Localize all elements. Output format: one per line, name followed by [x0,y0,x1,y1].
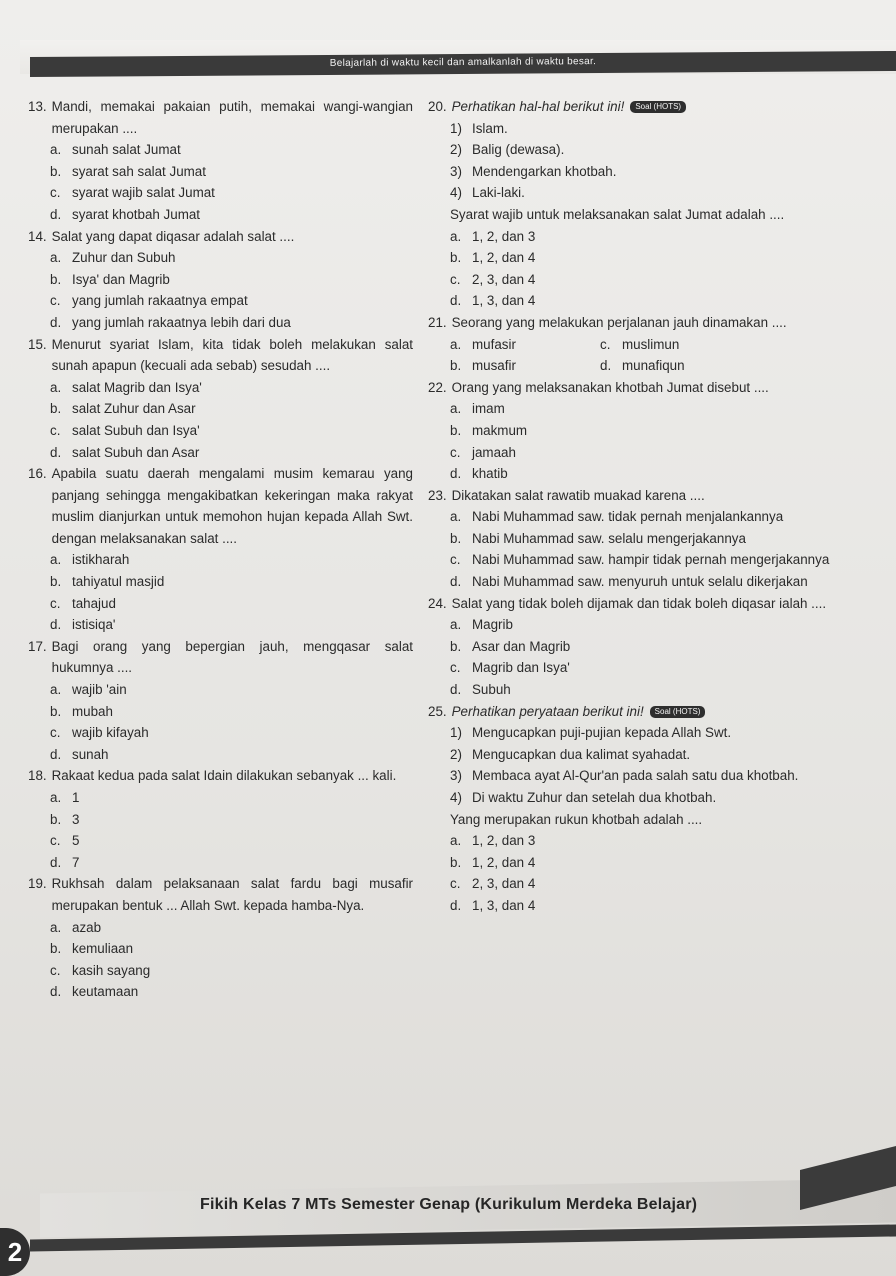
answer-option [28,852,413,874]
statement-item: 1) Islam. [450,120,508,136]
answer-option [28,420,413,442]
question-20 [428,96,838,312]
option-text: Zuhur dan Subuh [72,250,176,266]
answer-option [28,960,413,982]
left-column [28,96,413,1003]
question-stem: Yang merupakan rukun khotbah adalah .... [450,811,703,827]
option-text: istisiqa' [72,617,116,633]
answer-option: b. musafir [450,358,516,374]
answer-option: b. Nabi Muhammad saw. selalu mengerjakannya [450,530,746,546]
answer-option [28,204,413,226]
option-text: sunah salat Jumat [72,142,181,158]
option-letter: d. [50,746,62,762]
option-letter: c. [50,725,61,741]
option-text: kemuliaan [72,941,134,957]
option-text: syarat sah salat Jumat [72,163,206,179]
option-text: sunah [72,746,109,762]
answer-option [28,139,413,161]
answer-option: c. Magrib dan Isya' [450,660,570,676]
option-letter: b. [50,703,62,719]
option-text: 1 [72,790,80,805]
option-letter: c. [50,293,61,309]
option-letter: a. [50,790,62,805]
statement-item: 3) Mendengarkan khotbah. [450,163,617,179]
question-text: Dikatakan salat rawatib muakad karena .... [451,487,705,503]
question-number: 13. [28,99,47,114]
option-text: 5 [72,833,80,849]
question-text: Menurut syariat Islam, kita tidak boleh melakukan salat sunah apapun (kecuali ada sebab) sesudah .... [51,336,413,374]
option-text: kasih sayang [72,962,151,978]
option-letter: b. [50,811,62,827]
option-text: 7 [72,854,80,870]
right-column [428,96,838,917]
option-text: tahiyatul masjid [72,574,165,590]
question-18 [28,765,413,873]
option-letter: d. [50,984,62,1000]
question-number: 24. [428,595,447,611]
option-text: Isya' dan Magrib [72,271,170,287]
answer-option: a. 1, 2, dan 3 [450,228,536,244]
answer-option: d. Nabi Muhammad saw. menyuruh untuk selalu dikerjakan [450,574,808,590]
question-13 [28,96,413,226]
answer-option: d. khatib [450,466,508,482]
question-15 [28,334,413,464]
question-text: Bagi orang yang bepergian jauh, mengqasar salat hukumnya .... [51,638,413,676]
answer-option: a. mufasir [450,336,516,352]
option-letter: a. [50,142,62,158]
question-number: 23. [428,487,447,503]
option-text: salat Zuhur dan Asar [72,401,196,417]
statement-item: 4) Di waktu Zuhur dan setelah dua khotbah. [450,790,717,805]
question-14 [28,226,413,334]
answer-option: c. muslimun [600,336,680,352]
question-number: 22. [428,379,447,395]
option-text: salat Subuh dan Asar [72,444,200,460]
question-number: 15. [28,336,47,352]
question-stem: Syarat wajib untuk melaksanakan salat Jumat adalah .... [450,206,785,222]
option-letter: d. [50,314,62,330]
answer-option: b. Asar dan Magrib [450,638,571,654]
option-letter: b. [50,163,62,179]
option-text: syarat khotbah Jumat [72,206,201,222]
statement-item: 2) Mengucapkan dua kalimat syahadat. [450,746,691,762]
question-text: Perhatikan peryataan berikut ini! Soal (HOTS) [452,701,838,723]
question-number: 16. [28,466,47,482]
option-letter: a. [50,682,62,698]
answer-option: d. 1, 3, dan 4 [450,897,536,913]
option-letter: a. [50,250,62,266]
answer-option: c. 2, 3, dan 4 [450,876,536,892]
hots-badge: Soal (HOTS) [630,101,686,113]
answer-option: c. Nabi Muhammad saw. hampir tidak pernah mengerjakannya [450,552,830,568]
question-text: Perhatikan hal-hal berikut ini! Soal (HOTS) [452,96,838,118]
option-letter: a. [50,552,62,568]
question-number: 19. [28,876,47,892]
option-letter: b. [50,941,62,957]
answer-option [28,312,413,334]
option-letter: c. [50,422,61,438]
answer-option: d. Subuh [450,682,511,698]
question-23 [428,485,838,593]
option-text: mubah [72,703,113,719]
answer-option: d. munafiqun [600,358,685,374]
page-number: 2 [0,1228,30,1276]
option-text: wajib kifayah [72,725,149,741]
option-letter: a. [50,379,62,395]
question-number: 25. [428,703,447,719]
option-text: salat Magrib dan Isya' [72,379,202,395]
option-letter: d. [50,206,62,222]
answer-option: c. 2, 3, dan 4 [450,271,536,287]
answer-option [28,938,413,960]
question-number: 20. [428,99,447,114]
answer-option: b. 1, 2, dan 4 [450,854,536,870]
option-letter: b. [50,574,62,590]
option-letter: d. [50,617,62,633]
option-text: wajib 'ain [72,682,127,698]
header-motto: Belajarlah di waktu kecil dan amalkanlah di waktu besar. [329,56,597,69]
option-text: salat Subuh dan Isya' [72,422,200,438]
option-text: azab [72,919,102,935]
footer-book-title: Fikih Kelas 7 MTs Semester Genap (Kurikulum Merdeka Belajar) [200,1196,698,1213]
answer-option [28,161,413,183]
question-text: Salat yang tidak boleh dijamak dan tidak boleh diqasar ialah .... [451,595,827,611]
answer-option [28,182,413,204]
answer-option [28,701,413,723]
option-text: yang jumlah rakaatnya lebih dari dua [72,314,291,330]
answer-option [28,722,413,744]
option-letter: d. [50,444,62,460]
answer-option [28,247,413,269]
statement-item: 4) Laki-laki. [450,185,525,201]
question-number: 21. [428,314,447,330]
answer-option [28,787,413,809]
hots-badge: Soal (HOTS) [650,706,706,718]
question-text: Rakaat kedua pada salat Idain dilakukan sebanyak ... kali. [51,768,397,784]
answer-option [28,377,413,399]
answer-option [28,593,413,615]
answer-options-grid [428,334,838,377]
answer-option [28,679,413,701]
answer-option [28,269,413,291]
statement-item: 1) Mengucapkan puji-pujian kepada Allah Swt. [450,725,732,741]
option-text: keutamaan [72,984,139,1000]
question-21 [428,312,838,377]
answer-option [28,981,413,1003]
answer-option [28,442,413,464]
answer-option [28,917,413,939]
question-text: Mandi, memakai pakaian putih, memakai wangi-wangian merupakan .... [51,99,413,136]
statement-item: 3) Membaca ayat Al-Qur'an pada salah satu dua khotbah. [450,768,799,784]
question-text: Seorang yang melakukan perjalanan jauh dinamakan .... [451,314,787,330]
option-letter: b. [50,401,62,417]
option-letter: c. [50,962,61,978]
option-text: tahajud [72,595,116,611]
question-19 [28,873,413,1003]
option-letter: a. [50,919,62,935]
question-number: 14. [28,228,47,244]
option-letter: b. [50,271,62,287]
question-text: Rukhsah dalam pelaksanaan salat fardu bagi musafir merupakan bentuk ... Allah Swt. kepada hamba-Nya. [51,876,413,913]
answer-option [28,830,413,852]
question-24 [428,593,838,701]
answer-option: a. imam [450,401,505,417]
answer-option: b. makmum [450,422,528,438]
answer-option: a. 1, 2, dan 3 [450,833,536,849]
option-text: syarat wajib salat Jumat [72,185,215,201]
question-25 [428,701,838,917]
option-letter: c. [50,595,61,611]
answer-option: a. Nabi Muhammad saw. tidak pernah menjalankannya [450,509,784,525]
question-number: 17. [28,638,47,654]
statement-item: 2) Balig (dewasa). [450,142,565,158]
answer-option [28,571,413,593]
answer-option: d. 1, 3, dan 4 [450,293,536,309]
answer-option [28,744,413,766]
answer-option [28,398,413,420]
option-text: 3 [72,811,80,827]
question-16 [28,463,413,636]
option-letter: d. [50,854,62,870]
question-text: Salat yang dapat diqasar adalah salat .... [51,228,295,244]
answer-option [28,290,413,312]
answer-option: c. jamaah [450,444,516,460]
option-text: istikharah [72,552,130,568]
answer-option [28,614,413,636]
question-text: Orang yang melaksanakan khotbah Jumat disebut .... [451,379,769,395]
answer-option [28,809,413,831]
option-text: yang jumlah rakaatnya empat [72,293,248,309]
answer-option [28,549,413,571]
question-22 [428,377,838,485]
answer-option: a. Magrib [450,617,513,633]
question-number: 18. [28,768,47,784]
question-text: Apabila suatu daerah mengalami musim kemarau yang panjang sehingga mengakibatkan kekeringan maka rakyat muslim dianjurkan untuk memohon hujan kepada Allah Swt. dengan melaksanakan salat .... [51,466,413,546]
option-letter: c. [50,833,61,849]
question-17 [28,636,413,766]
answer-option: b. 1, 2, dan 4 [450,250,536,266]
option-letter: c. [50,185,61,201]
